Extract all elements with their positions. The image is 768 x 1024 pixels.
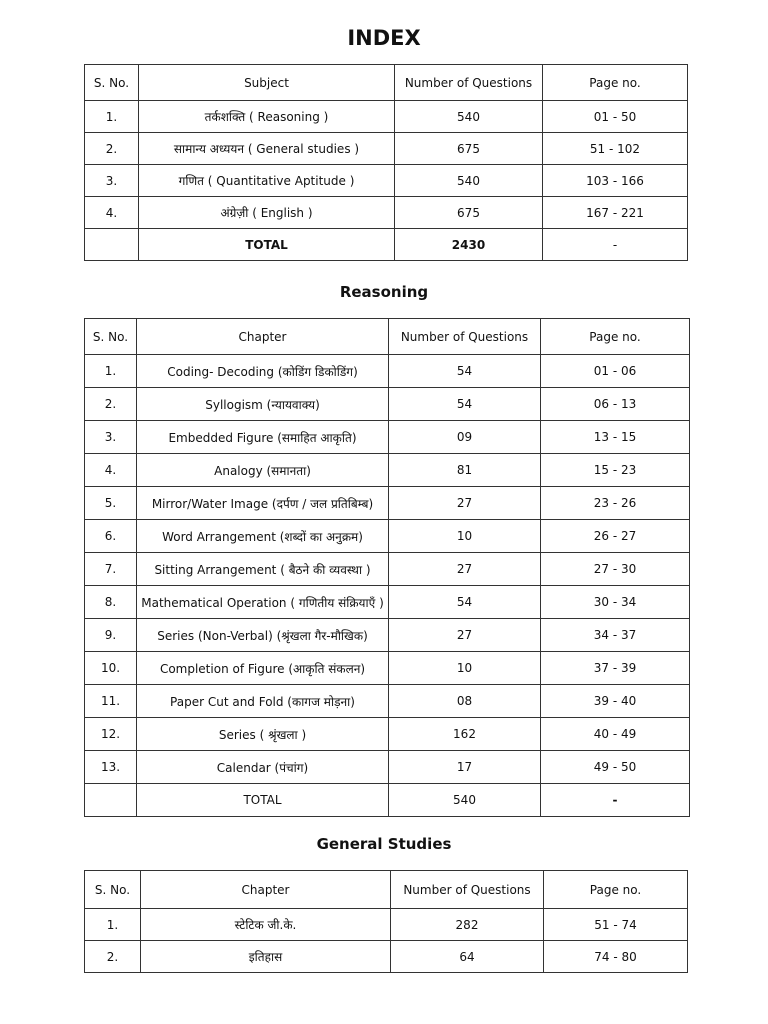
table-row	[85, 197, 688, 229]
table-header-row	[85, 319, 690, 355]
s-no-cell: 4.	[85, 454, 137, 487]
chapter-cell: Word Arrangement (शब्दों का अनुक्रम)	[137, 520, 389, 553]
page-cell: 49 - 50	[541, 751, 690, 784]
table-row	[85, 652, 690, 685]
table-row	[85, 388, 690, 421]
s-no-cell: 1.	[85, 355, 137, 388]
questions-cell: 54	[389, 586, 541, 619]
total-page: -	[541, 784, 690, 817]
chapter-cell: Series (Non-Verbal) (श्रृंखला गैर-मौखिक)	[137, 619, 389, 652]
page-cell: 01 - 06	[541, 355, 690, 388]
table-row	[85, 133, 688, 165]
subject-cell: अंग्रेज़ी ( English )	[139, 197, 395, 229]
general-studies-table-header	[85, 871, 688, 909]
questions-cell: 27	[389, 487, 541, 520]
table-row	[85, 487, 690, 520]
questions-cell: 27	[389, 619, 541, 652]
page-cell: 37 - 39	[541, 652, 690, 685]
chapter-cell: इतिहास	[141, 941, 391, 973]
s-no-cell: 7.	[85, 553, 137, 586]
table-row	[85, 553, 690, 586]
table-row	[85, 520, 690, 553]
table-row	[85, 454, 690, 487]
questions-cell: 10	[389, 520, 541, 553]
chapter-cell: Sitting Arrangement ( बैठने की व्यवस्था )	[137, 553, 389, 586]
s-no-cell: 1.	[85, 909, 141, 941]
header-number-of-questions: Number of Questions	[395, 65, 543, 101]
chapter-cell: Calendar (पंचांग)	[137, 751, 389, 784]
header-s-no: S. No.	[85, 65, 139, 101]
questions-cell: 54	[389, 355, 541, 388]
s-no-cell: 3.	[85, 421, 137, 454]
page-title: INDEX	[347, 26, 421, 50]
table-row	[85, 941, 688, 973]
index-table-header	[85, 65, 688, 101]
page-cell: 13 - 15	[541, 421, 690, 454]
page-cell: 74 - 80	[544, 941, 688, 973]
table-row	[85, 355, 690, 388]
header-page-no: Page no.	[543, 65, 688, 101]
questions-cell: 540	[395, 101, 543, 133]
chapter-cell: Mathematical Operation ( गणितीय संक्रियाएँ )	[137, 586, 389, 619]
chapter-cell: Mirror/Water Image (दर्पण / जल प्रतिबिम्ब)	[137, 487, 389, 520]
questions-cell: 675	[395, 197, 543, 229]
s-no-cell	[85, 229, 139, 261]
page-cell: 30 - 34	[541, 586, 690, 619]
page-cell: 51 - 102	[543, 133, 688, 165]
s-no-cell: 8.	[85, 586, 137, 619]
total-label: TOTAL	[137, 784, 389, 817]
subject-cell: गणित ( Quantitative Aptitude )	[139, 165, 395, 197]
page-cell: 39 - 40	[541, 685, 690, 718]
s-no-cell: 4.	[85, 197, 139, 229]
reasoning-table-body	[85, 355, 690, 817]
general-studies-heading: General Studies	[316, 835, 452, 853]
header-chapter: Chapter	[137, 319, 389, 355]
table-header-row	[85, 871, 688, 909]
chapter-cell: Syllogism (न्यायवाक्य)	[137, 388, 389, 421]
table-row	[85, 101, 688, 133]
general-studies-table	[84, 870, 688, 973]
s-no-cell: 13.	[85, 751, 137, 784]
header-number-of-questions: Number of Questions	[389, 319, 541, 355]
header-s-no: S. No.	[85, 871, 141, 909]
chapter-cell: Analogy (समानता)	[137, 454, 389, 487]
page-cell: 26 - 27	[541, 520, 690, 553]
page-cell: 34 - 37	[541, 619, 690, 652]
s-no-cell: 9.	[85, 619, 137, 652]
table-row	[85, 718, 690, 751]
total-label: TOTAL	[139, 229, 395, 261]
questions-cell: 10	[389, 652, 541, 685]
s-no-cell: 6.	[85, 520, 137, 553]
s-no-cell: 1.	[85, 101, 139, 133]
reasoning-table-header	[85, 319, 690, 355]
s-no-cell: 10.	[85, 652, 137, 685]
questions-cell: 08	[389, 685, 541, 718]
header-s-no: S. No.	[85, 319, 137, 355]
total-page: -	[543, 229, 688, 261]
subject-cell: तर्कशक्ति ( Reasoning )	[139, 101, 395, 133]
questions-cell: 64	[391, 941, 544, 973]
s-no-cell: 2.	[85, 388, 137, 421]
questions-cell: 162	[389, 718, 541, 751]
reasoning-heading: Reasoning	[339, 283, 429, 301]
chapter-cell: स्टेटिक जी.के.	[141, 909, 391, 941]
total-questions: 540	[389, 784, 541, 817]
header-chapter: Chapter	[141, 871, 391, 909]
questions-cell: 282	[391, 909, 544, 941]
table-row	[85, 586, 690, 619]
table-row	[85, 421, 690, 454]
header-page-no: Page no.	[544, 871, 688, 909]
questions-cell: 81	[389, 454, 541, 487]
page-cell: 51 - 74	[544, 909, 688, 941]
index-table	[84, 64, 688, 261]
table-row	[85, 619, 690, 652]
chapter-cell: Completion of Figure (आकृति संकलन)	[137, 652, 389, 685]
general-studies-table-body	[85, 909, 688, 973]
chapter-cell: Paper Cut and Fold (कागज मोड़ना)	[137, 685, 389, 718]
table-row	[85, 909, 688, 941]
page-cell: 27 - 30	[541, 553, 690, 586]
table-row	[85, 685, 690, 718]
page-cell: 01 - 50	[543, 101, 688, 133]
questions-cell: 675	[395, 133, 543, 165]
page-cell: 40 - 49	[541, 718, 690, 751]
s-no-cell: 5.	[85, 487, 137, 520]
index-table-body	[85, 101, 688, 261]
table-row	[85, 751, 690, 784]
table-row	[85, 165, 688, 197]
questions-cell: 540	[395, 165, 543, 197]
total-questions: 2430	[395, 229, 543, 261]
page-cell: 15 - 23	[541, 454, 690, 487]
chapter-cell: Coding- Decoding (कोडिंग डिकोडिंग)	[137, 355, 389, 388]
page-cell: 103 - 166	[543, 165, 688, 197]
chapter-cell: Embedded Figure (समाहित आकृति)	[137, 421, 389, 454]
s-no-cell: 11.	[85, 685, 137, 718]
page-cell: 06 - 13	[541, 388, 690, 421]
s-no-cell	[85, 784, 137, 817]
s-no-cell: 12.	[85, 718, 137, 751]
table-header-row	[85, 65, 688, 101]
reasoning-table	[84, 318, 690, 817]
questions-cell: 09	[389, 421, 541, 454]
s-no-cell: 2.	[85, 941, 141, 973]
total-row	[85, 784, 690, 817]
questions-cell: 54	[389, 388, 541, 421]
questions-cell: 17	[389, 751, 541, 784]
header-subject: Subject	[139, 65, 395, 101]
header-number-of-questions: Number of Questions	[391, 871, 544, 909]
page-cell: 167 - 221	[543, 197, 688, 229]
total-row	[85, 229, 688, 261]
s-no-cell: 2.	[85, 133, 139, 165]
questions-cell: 27	[389, 553, 541, 586]
s-no-cell: 3.	[85, 165, 139, 197]
chapter-cell: Series ( श्रृंखला )	[137, 718, 389, 751]
subject-cell: सामान्य अध्ययन ( General studies )	[139, 133, 395, 165]
page-cell: 23 - 26	[541, 487, 690, 520]
header-page-no: Page no.	[541, 319, 690, 355]
